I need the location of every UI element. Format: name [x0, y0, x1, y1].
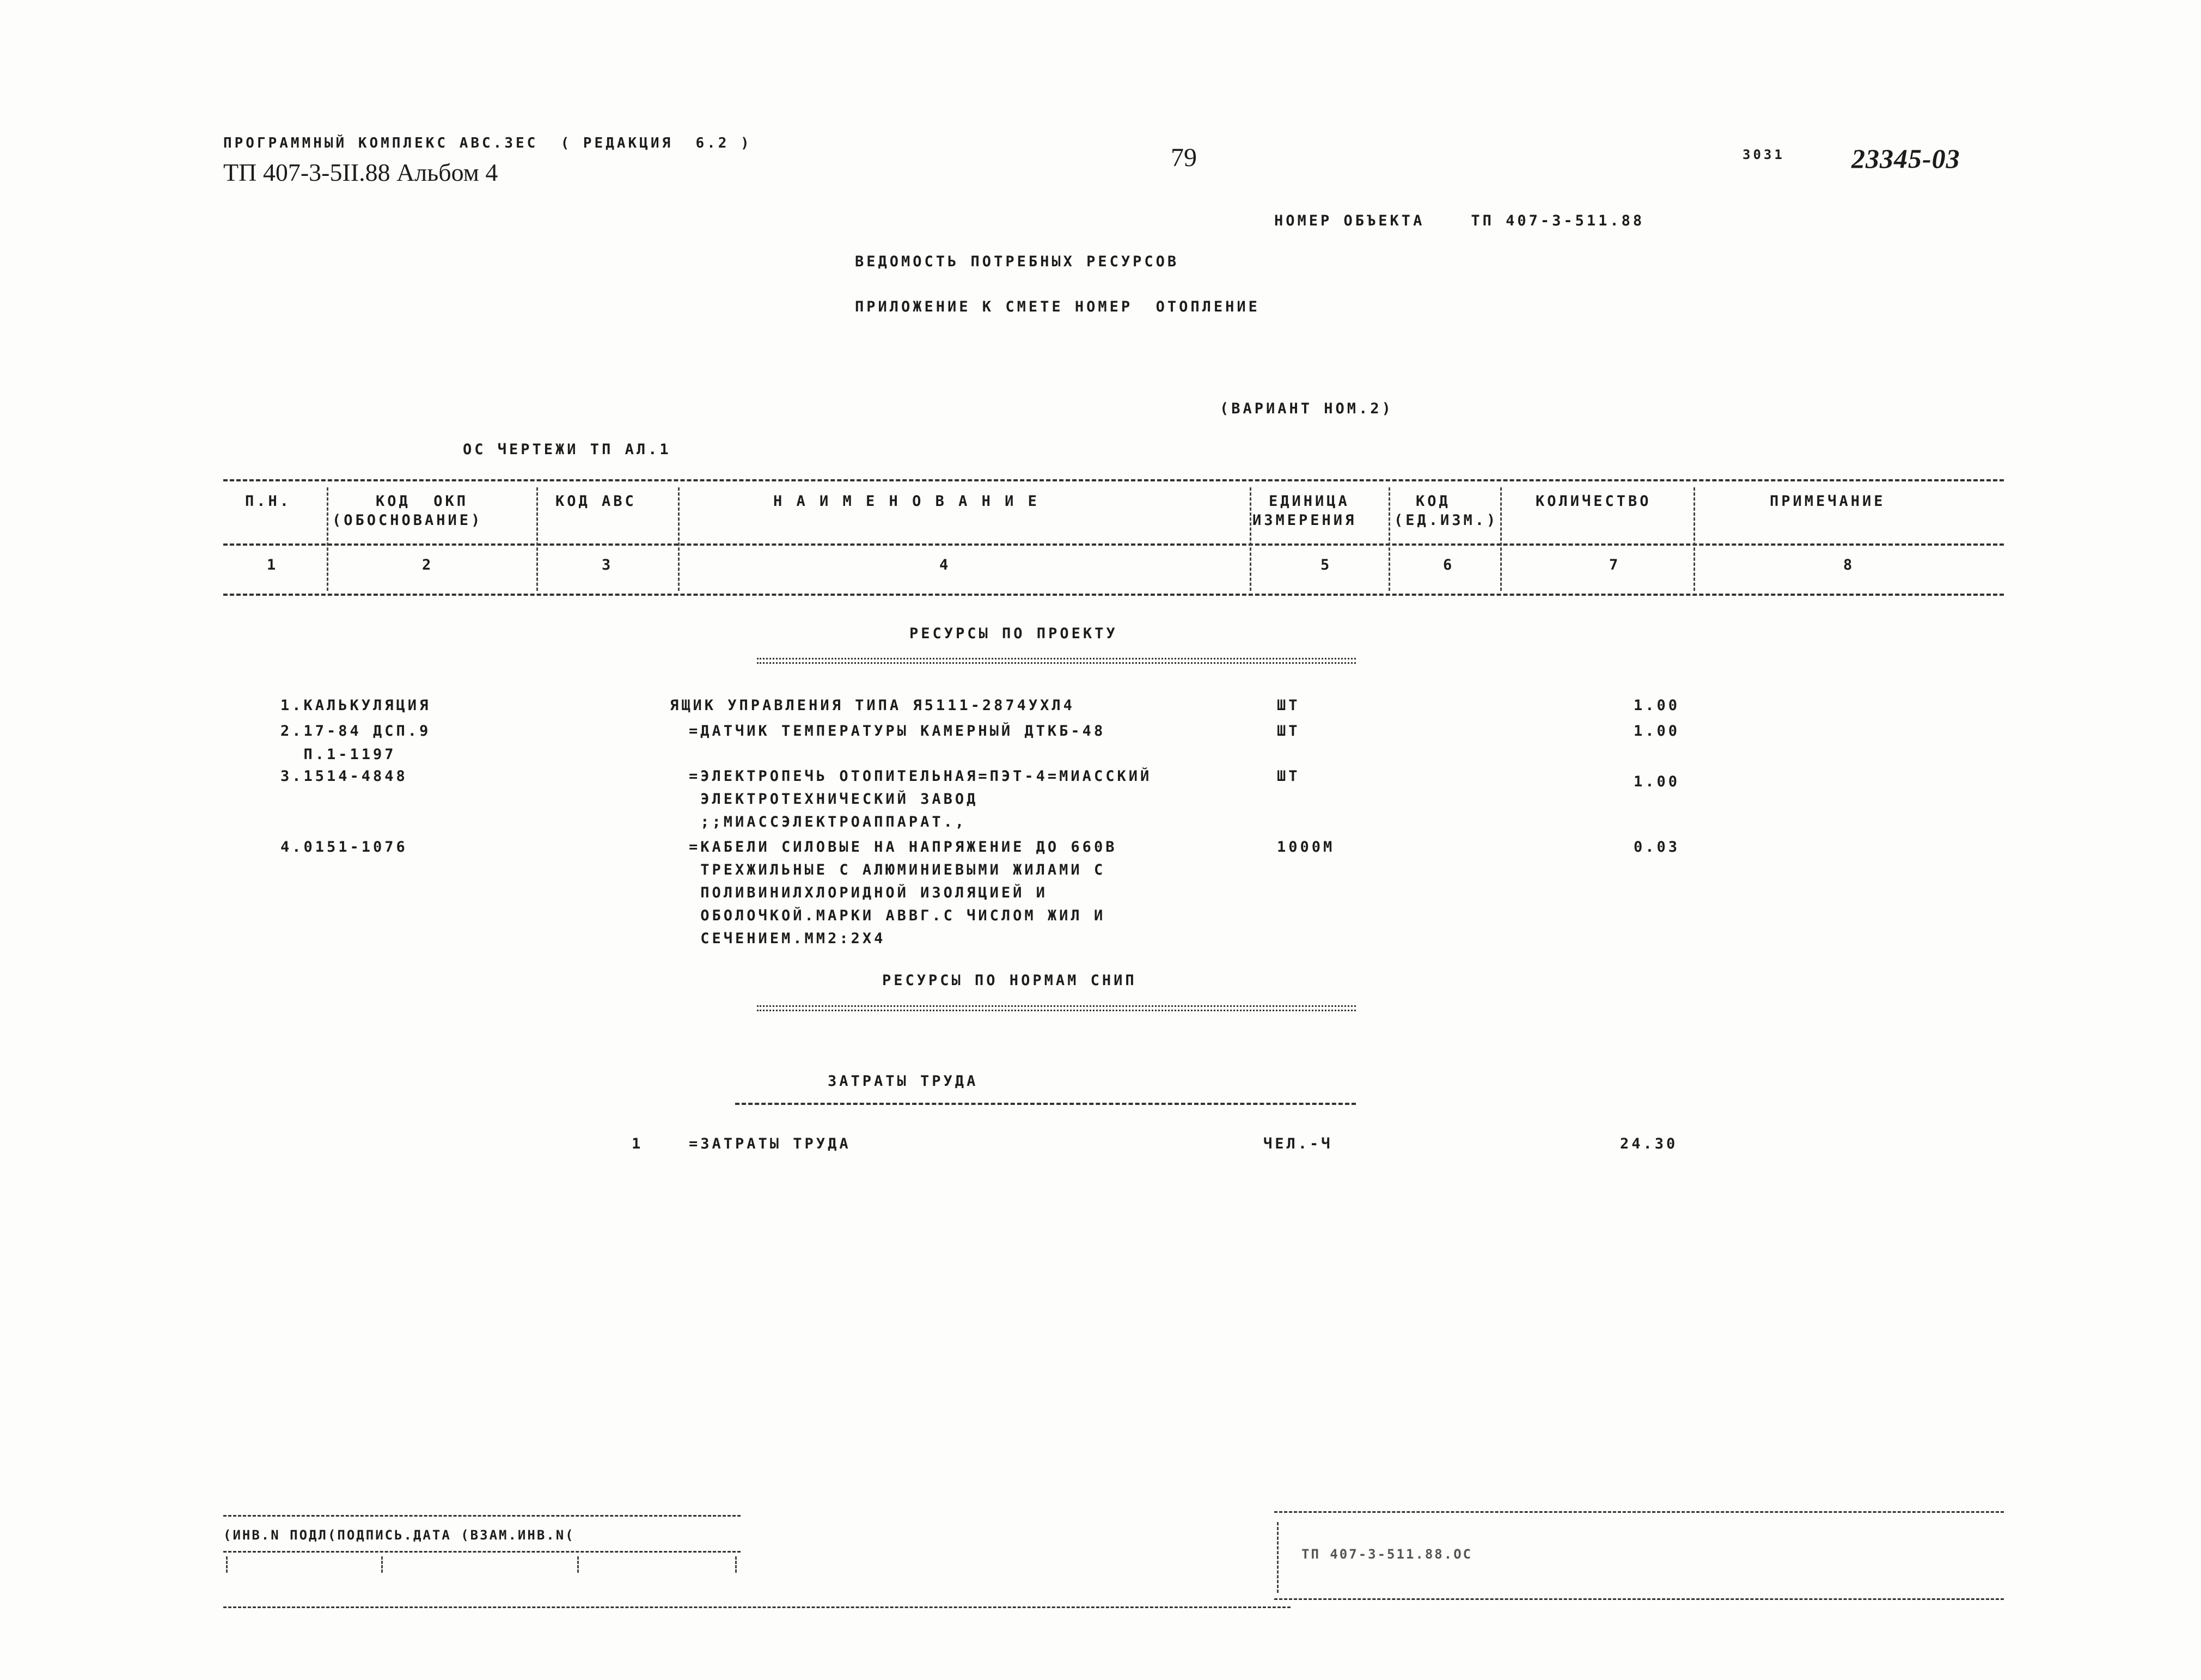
divider [223, 594, 2004, 596]
col3-header: КОД АВС [555, 493, 637, 510]
divider [735, 1103, 1356, 1105]
col6-header-sub: (ЕД.ИЗМ.) [1394, 512, 1499, 529]
column-separator [1250, 487, 1251, 591]
row-name: ;;МИАССЭЛЕКТРОАППАРАТ., [689, 814, 967, 830]
album-reference: ТП 407-3-5II.88 Альбом 4 [223, 158, 498, 186]
column-separator [1500, 487, 1502, 591]
column-separator [1277, 1522, 1279, 1593]
program-line: ПРОГРАММНЫЙ КОМПЛЕКС АВС.3ЕС ( РЕДАКЦИЯ 6.2 ) [223, 135, 752, 151]
col5-header: ЕДИНИЦА [1269, 493, 1350, 510]
document-title: ВЕДОМОСТЬ ПОТРЕБНЫХ РЕСУРСОВ [855, 253, 1179, 270]
col-number: 8 [1843, 557, 1855, 573]
col-number: 5 [1320, 557, 1332, 573]
row-number: 1 [632, 1135, 644, 1152]
divider [1274, 1598, 2004, 1600]
divider [757, 1005, 1356, 1007]
row-code: 2.17-84 ДСП.9 [280, 723, 431, 740]
divider [757, 662, 1356, 664]
row-name: СЕЧЕНИЕМ.ММ2:2Х4 [689, 930, 886, 947]
row-name: ТРЕХЖИЛЬНЫЕ С АЛЮМИНИЕВЫМИ ЖИЛАМИ С [689, 862, 1106, 878]
row-code: П.1-1197 [280, 746, 396, 763]
row-unit: ЧЕЛ.-Ч [1263, 1135, 1333, 1152]
column-separator [678, 487, 680, 591]
col1-header: П.Н. [245, 493, 292, 510]
row-name: ПОЛИВИНИЛХЛОРИДНОЙ ИЗОЛЯЦИЕЙ И [689, 884, 1048, 901]
row-name: =КАБЕЛИ СИЛОВЫЕ НА НАПРЯЖЕНИЕ ДО 660В [689, 839, 1117, 856]
col-number: 7 [1609, 557, 1621, 573]
col-number: 1 [267, 557, 279, 573]
col6-header: КОД [1416, 493, 1451, 510]
row-code: 1.КАЛЬКУЛЯЦИЯ [280, 697, 431, 714]
row-quantity: 24.30 [1620, 1135, 1678, 1152]
drawings-label: ОС ЧЕРТЕЖИ ТП АЛ.1 [463, 441, 671, 458]
stamp-header: (ИНВ.N ПОДЛ(ПОДПИСЬ.ДАТА (ВЗАМ.ИНВ.N( [223, 1528, 575, 1543]
col2-header-sub: (ОБОСНОВАНИЕ) [332, 512, 483, 529]
row-quantity: 1.00 [1634, 723, 1680, 740]
object-number-line: НОМЕР ОБЪЕКТА ТП 407-3-511.88 [1274, 212, 1645, 229]
divider [757, 1010, 1356, 1011]
divider [223, 1606, 1291, 1608]
col7-header: КОЛИЧЕСТВО [1536, 493, 1652, 510]
col8-header: ПРИМЕЧАНИЕ [1770, 493, 1886, 510]
col2-header: КОД ОКП [376, 493, 469, 510]
divider [1274, 1511, 2004, 1513]
col5-header-sub: ИЗМЕРЕНИЯ [1252, 512, 1357, 529]
row-unit: ШТ [1277, 723, 1300, 740]
row-name: =ЗАТРАТЫ ТРУДА [689, 1135, 851, 1152]
column-separator [327, 487, 328, 591]
col-number: 2 [422, 557, 434, 573]
row-unit: ШТ [1277, 697, 1300, 714]
divider [223, 1515, 741, 1517]
column-separator [1389, 487, 1390, 591]
divider [223, 479, 2004, 481]
col-number: 6 [1443, 557, 1455, 573]
top-right-code: 3031 [1743, 147, 1785, 162]
column-separator [1693, 487, 1695, 591]
divider [757, 658, 1356, 659]
subsection-title: ЗАТРАТЫ ТРУДА [828, 1073, 979, 1090]
column-separator [735, 1556, 737, 1573]
row-quantity: 0.03 [1634, 839, 1680, 856]
divider [223, 1551, 741, 1553]
row-unit: 1000М [1277, 839, 1335, 856]
col-number: 3 [602, 557, 614, 573]
row-code: 3.1514-4848 [280, 768, 408, 785]
document-subtitle: ПРИЛОЖЕНИЕ К СМЕТЕ НОМЕР ОТОПЛЕНИЕ [855, 298, 1260, 315]
col-number: 4 [939, 557, 951, 573]
row-name: =ЭЛЕКТРОПЕЧЬ ОТОПИТЕЛЬНАЯ=ПЭТ-4=МИАССКИЙ [689, 768, 1152, 785]
page-number: 79 [1171, 143, 1197, 172]
divider [223, 543, 2004, 546]
row-code: 4.0151-1076 [280, 839, 408, 856]
row-quantity: 1.00 [1634, 773, 1680, 790]
handwritten-number: 23345-03 [1851, 143, 1960, 174]
row-name: =ДАТЧИК ТЕМПЕРАТУРЫ КАМЕРНЫЙ ДТКБ-48 [689, 723, 1106, 740]
row-unit: ШТ [1277, 768, 1300, 785]
stamp-document-code: ТП 407-3-511.88.ОС [1301, 1547, 1473, 1562]
column-separator [381, 1556, 383, 1573]
column-separator [577, 1556, 579, 1573]
column-separator [536, 487, 538, 591]
variant-label: (ВАРИАНТ НОМ.2) [1220, 400, 1393, 417]
row-name: ЭЛЕКТРОТЕХНИЧЕСКИЙ ЗАВОД [689, 791, 979, 808]
section-title: РЕСУРСЫ ПО ПРОЕКТУ [909, 625, 1118, 642]
col4-header: Н А И М Е Н О В А Н И Е [773, 493, 1040, 510]
row-name: ОБОЛОЧКОЙ.МАРКИ АВВГ.С ЧИСЛОМ ЖИЛ И [689, 907, 1106, 924]
section-title: РЕСУРСЫ ПО НОРМАМ СНИП [882, 972, 1137, 989]
row-name: ЯЩИК УПРАВЛЕНИЯ ТИПА Я5111-2874УХЛ4 [670, 697, 1075, 714]
row-quantity: 1.00 [1634, 697, 1680, 714]
column-separator [226, 1556, 228, 1573]
